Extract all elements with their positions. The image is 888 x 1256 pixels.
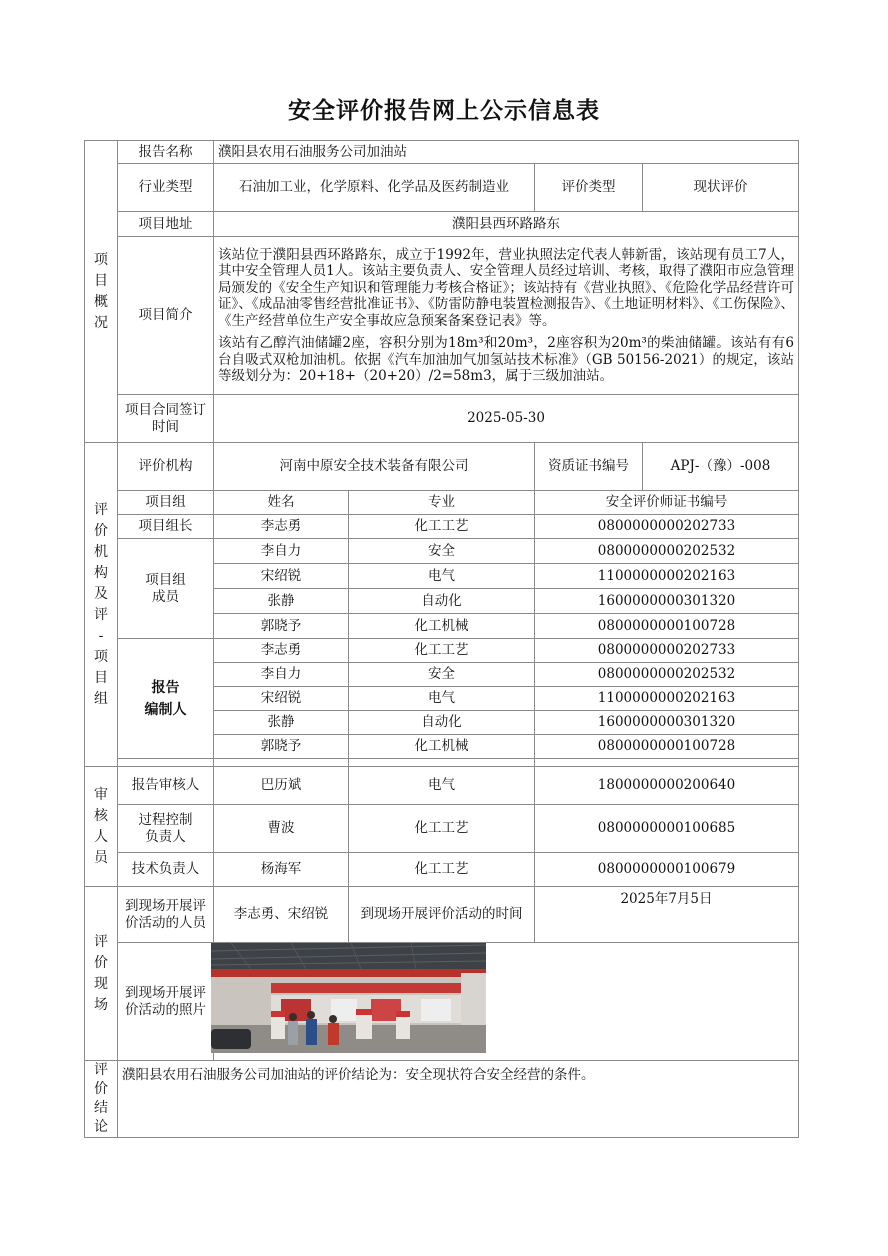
author-major: 电气 [349, 687, 535, 711]
member-name: 宋绍锐 [214, 564, 349, 589]
intro-label: 项目简介 [118, 237, 214, 395]
site-photo-label: 到现场开展评价活动的照片 [118, 943, 214, 1061]
reviewer-name: 巴历斌 [214, 767, 349, 805]
header-major: 专业 [349, 491, 535, 515]
member-major: 化工机械 [349, 614, 535, 639]
address-value: 濮阳县西环路路东 [214, 212, 799, 237]
author-name: 李自力 [214, 663, 349, 687]
row-industry [85, 164, 799, 212]
tech-lead-major: 化工工艺 [349, 853, 535, 887]
leader-name: 李志勇 [214, 515, 349, 539]
intro-paragraph-1: 该站位于濮阳县西环路路东，成立于1992年，营业执照法定代表人韩新雷，该站现有员工7人，其中安全管理人员1人。该站主要负责人、安全管理人员经过培训、考核，取得了濮阳市应急管理局颁发的《安全生产知识和管理能力考核合格证》；该站持有《营业执照》、《危险化学品经营许可证》、《成品油零售经营批准证书》、《防雷防静电装置检测报告》、《土地证明材料》、《工伤保险》、《生产经营单位生产安全事故应急预案备案登记表》等。 [218, 246, 794, 329]
address-label: 项目地址 [118, 212, 214, 237]
contract-label: 项目合同签订时间 [118, 395, 214, 443]
authors-label: 报告 编制人 [118, 639, 214, 759]
section-spacer [85, 759, 799, 767]
member-major: 自动化 [349, 589, 535, 614]
tech-lead-cert: 0800000000100679 [535, 853, 799, 887]
leader-cert: 0800000000202733 [535, 515, 799, 539]
row-conclusion [85, 1061, 799, 1138]
row-reviewer [85, 767, 799, 805]
author-major: 化工机械 [349, 735, 535, 759]
process-control-cert: 0800000000100685 [535, 805, 799, 853]
row-site-photo [85, 943, 799, 1061]
cert-value: APJ-（豫）-008 [643, 443, 799, 491]
member-name: 李自力 [214, 539, 349, 564]
member-cert: 1600000000301320 [535, 589, 799, 614]
site-time-value: 2025年7月5日 [535, 887, 799, 943]
member-name: 张静 [214, 589, 349, 614]
table-row [85, 639, 799, 663]
header-name: 姓名 [214, 491, 349, 515]
section-site-label: 评 价 现 场 [85, 887, 118, 1061]
process-control-major: 化工工艺 [349, 805, 535, 853]
report-name-label: 报告名称 [118, 141, 214, 164]
leader-label: 项目组长 [118, 515, 214, 539]
intro-value [214, 237, 799, 395]
author-cert: 0800000000202733 [535, 639, 799, 663]
row-tech-lead [85, 853, 799, 887]
author-major: 自动化 [349, 711, 535, 735]
section-conclusion-label: 评 价 结 论 [85, 1061, 118, 1138]
row-site-people [85, 887, 799, 943]
reviewer-cert: 1800000000200640 [535, 767, 799, 805]
reviewer-major: 电气 [349, 767, 535, 805]
row-report-name [85, 141, 799, 164]
member-cert: 0800000000100728 [535, 614, 799, 639]
site-people-label: 到现场开展评价活动的人员 [118, 887, 214, 943]
author-major: 安全 [349, 663, 535, 687]
contract-date: 2025-05-30 [214, 395, 799, 443]
header-cert: 安全评价师证书编号 [535, 491, 799, 515]
row-contract [85, 395, 799, 443]
site-photo [211, 943, 486, 1053]
tech-lead-name: 杨海军 [214, 853, 349, 887]
member-major: 安全 [349, 539, 535, 564]
org-label: 评价机构 [118, 443, 214, 491]
site-time-label: 到现场开展评价活动的时间 [349, 887, 535, 943]
info-table [84, 140, 799, 1138]
table-row [85, 539, 799, 564]
section-institution-label: 评 价 机 构 及 评 - 项 目 组 [85, 443, 118, 767]
eval-type-label: 评价类型 [535, 164, 643, 212]
site-photo-cell [214, 943, 799, 1061]
row-process-control [85, 805, 799, 853]
eval-type-value: 现状评价 [643, 164, 799, 212]
reviewer-label: 报告审核人 [118, 767, 214, 805]
leader-major: 化工工艺 [349, 515, 535, 539]
member-name: 郭晓予 [214, 614, 349, 639]
author-cert: 1100000000202163 [535, 687, 799, 711]
author-name: 宋绍锐 [214, 687, 349, 711]
row-address [85, 212, 799, 237]
author-name: 李志勇 [214, 639, 349, 663]
site-people-value: 李志勇、宋绍锐 [214, 887, 349, 943]
member-cert: 1100000000202163 [535, 564, 799, 589]
industry-label: 行业类型 [118, 164, 214, 212]
page-title: 安全评价报告网上公示信息表 [288, 97, 600, 124]
author-cert: 0800000000100728 [535, 735, 799, 759]
industry-value: 石油加工业，化学原料、化学品及医药制造业 [214, 164, 535, 212]
section-overview-label: 项 目 概 况 [85, 141, 118, 443]
row-leader [85, 515, 799, 539]
row-intro [85, 237, 799, 395]
intro-paragraph-2: 该站有乙醇汽油储罐2座，容积分别为18m³和20m³，2座容积为20m³的柴油储罐。该站有有6台自吸式双枪加油机。依据《汽车加油加气加氢站技术标准》（GB 50156-2021）的规定，该站等级划分为：20+18+（20+20）/2=58m3，属于三级加油站。 [218, 335, 794, 384]
author-name: 张静 [214, 711, 349, 735]
cert-label: 资质证书编号 [535, 443, 643, 491]
row-group-header [85, 491, 799, 515]
author-major: 化工工艺 [349, 639, 535, 663]
section-reviewers-label: 审 核 人 员 [85, 767, 118, 887]
conclusion-value: 濮阳县农用石油服务公司加油站的评价结论为：安全现状符合安全经营的条件。 [118, 1061, 799, 1138]
org-value: 河南中原安全技术装备有限公司 [214, 443, 535, 491]
process-control-name: 曹波 [214, 805, 349, 853]
group-label: 项目组 [118, 491, 214, 515]
author-cert: 1600000000301320 [535, 711, 799, 735]
process-control-label: 过程控制 负责人 [118, 805, 214, 853]
member-major: 电气 [349, 564, 535, 589]
author-name: 郭晓予 [214, 735, 349, 759]
members-label: 项目组 成员 [118, 539, 214, 639]
row-org [85, 443, 799, 491]
author-cert: 0800000000202532 [535, 663, 799, 687]
tech-lead-label: 技术负责人 [118, 853, 214, 887]
report-name-value: 濮阳县农用石油服务公司加油站 [214, 141, 799, 164]
member-cert: 0800000000202532 [535, 539, 799, 564]
